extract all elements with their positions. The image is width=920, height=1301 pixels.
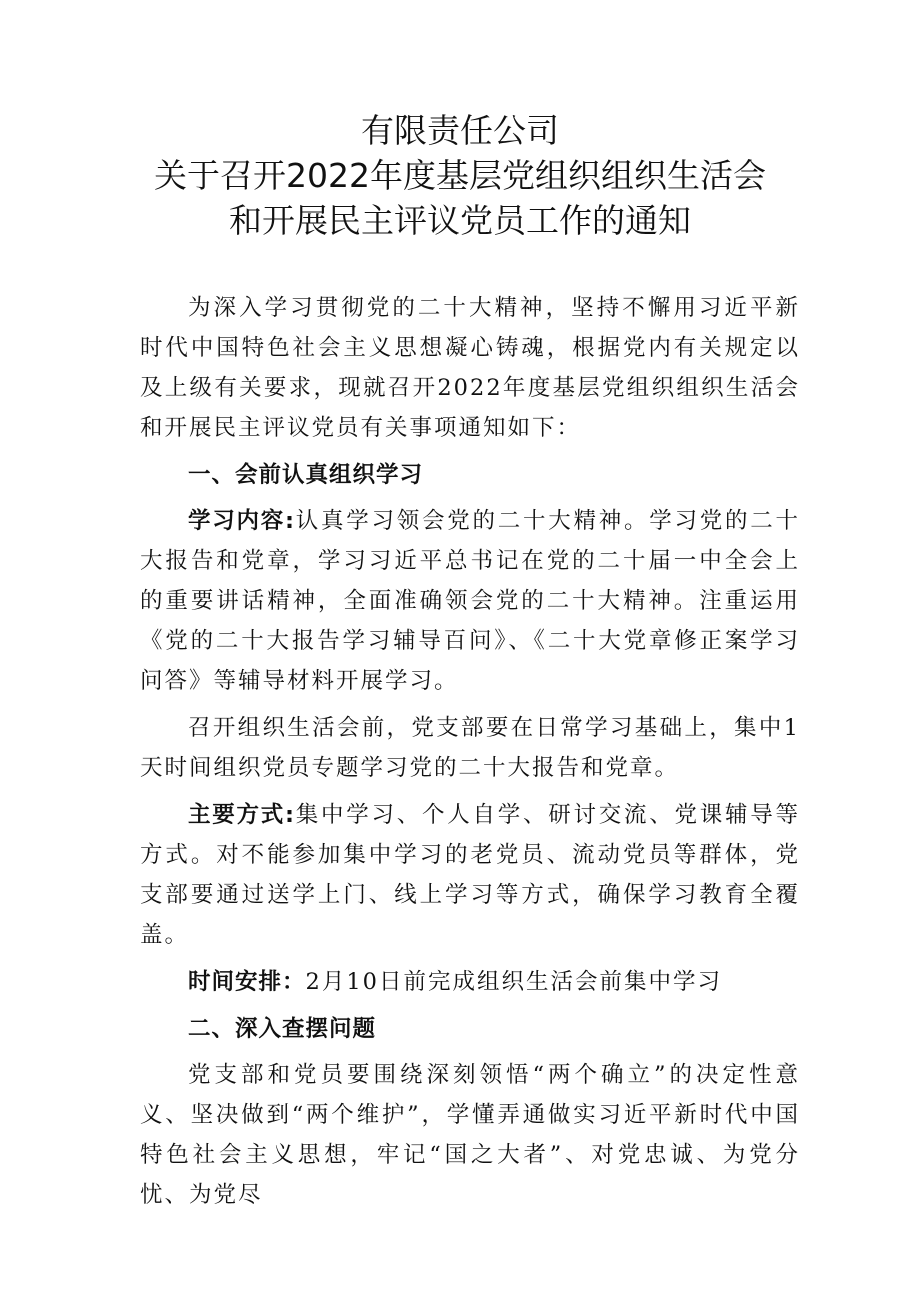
study-content-label: 学习内容: xyxy=(188,508,295,534)
document-title xyxy=(0,108,920,243)
title-line-subject: 关于召开2022年度基层党组织组织生活会 xyxy=(154,156,766,195)
study-content-text: 认真学习领会党的二十大精神。学习党的二十大报告和党章，学习习近平总书记在党的二十届一中全会上的重要讲话精神，全面准确领会党的二十大精神。注重运用《党的二十大报告学习辅导百问》、《二十大党章修正案学习问答》等辅导材料开展学习。 xyxy=(140,508,800,694)
schedule-paragraph xyxy=(140,962,800,1002)
schedule-label: 时间安排： xyxy=(188,969,306,995)
intro-paragraph: 为深入学习贯彻党的二十大精神，坚持不懈用习近平新时代中国特色社会主义思想凝心铸魂，根据党内有关规定以及上级有关要求，现就召开2022年度基层党组织组织生活会和开展民主评议党员有关事项通知如下： xyxy=(140,295,800,441)
title-line-subject-cont: 和开展民主评议党员工作的通知 xyxy=(229,201,691,240)
study-method-text: 集中学习、个人自学、研讨交流、党课辅导等方式。对不能参加集中学习的老党员、流动党员等群体，党支部要通过送学上门、线上学习等方式，确保学习教育全覆盖。 xyxy=(140,802,800,948)
section-heading-2: 二、深入查摆问题 xyxy=(188,1016,377,1042)
issues-paragraph: 党支部和党员要围绕深刻领悟“两个确立”的决定性意义、坚决做到“两个维护”，学懂弄通做实习近平新时代中国特色社会主义思想，牢记“国之大者”、对党忠诚、为党分忧、为党尽 xyxy=(140,1062,800,1208)
study-time-paragraph: 召开组织生活会前，党支部要在日常学习基础上，集中1天时间组织党员专题学习党的二十大报告和党章。 xyxy=(140,715,800,781)
study-method-paragraph xyxy=(140,795,800,955)
section-heading-1: 一、会前认真组织学习 xyxy=(188,462,424,488)
schedule-text: 2月10日前完成组织生活会前集中学习 xyxy=(305,969,722,995)
title-line-company: 有限责任公司 xyxy=(361,111,559,150)
study-content-paragraph xyxy=(140,501,800,701)
document-body xyxy=(140,288,800,1222)
study-method-label: 主要方式: xyxy=(188,802,295,828)
